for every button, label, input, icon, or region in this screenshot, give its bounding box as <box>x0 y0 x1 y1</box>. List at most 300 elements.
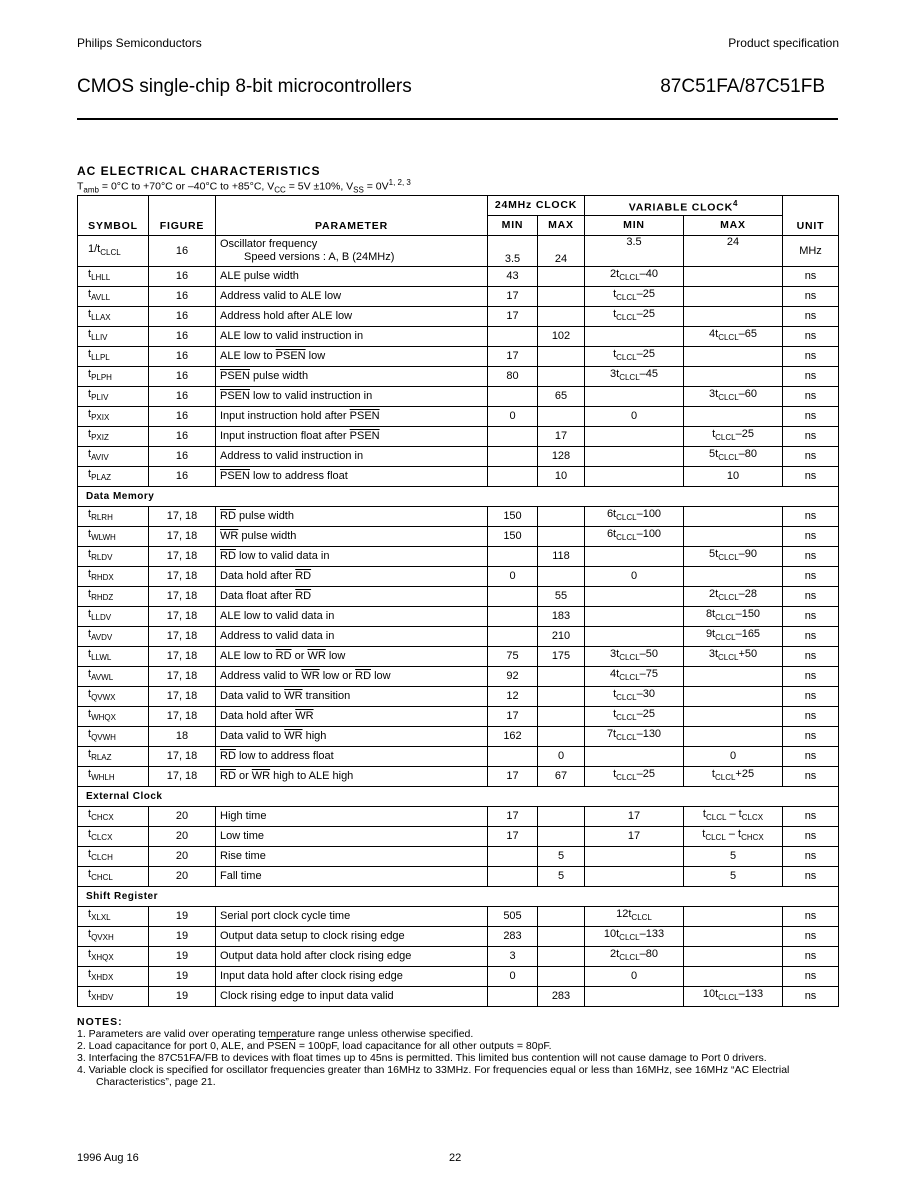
section-label: External Clock <box>78 787 839 807</box>
parameter-cell: Data hold after $\overline{WR}$ <box>216 707 488 727</box>
max-var-cell <box>684 947 783 967</box>
min-24-cell: 17 <box>488 807 538 827</box>
table-row <box>78 367 839 387</box>
unit-cell: ns <box>783 267 839 287</box>
table-row <box>78 987 839 1007</box>
min-var-cell: 3.5 <box>585 236 684 267</box>
parameter-cell: $\overline{RD}$ low to valid data in <box>216 547 488 567</box>
note-1: 1. Parameters are valid over operating temperature range unless otherwise specified. <box>77 1028 474 1040</box>
table-row <box>78 967 839 987</box>
min-24-cell: 12 <box>488 687 538 707</box>
parameter-cell: Address to valid instruction in <box>216 447 488 467</box>
col-min-var: MIN <box>585 216 684 236</box>
table-row <box>78 287 839 307</box>
max-var-cell <box>684 507 783 527</box>
table-row <box>78 267 839 287</box>
max-var-cell <box>684 727 783 747</box>
min-24-cell: 17 <box>488 347 538 367</box>
min-24-cell <box>488 387 538 407</box>
symbol-cell: $t_{LLAX}$ <box>78 307 149 327</box>
min-var-cell: $3t_{CLCL}-50$ <box>585 647 684 667</box>
unit-cell: ns <box>783 307 839 327</box>
unit-cell: ns <box>783 687 839 707</box>
min-var-cell: $12t_{CLCL}$ <box>585 907 684 927</box>
parameter-cell: Data valid to $\overline{WR}$ high <box>216 727 488 747</box>
symbol-cell: $t_{RHDZ}$ <box>78 587 149 607</box>
max-24-cell <box>538 967 585 987</box>
parameter-cell: Address valid to $\overline{WR}$ low or $\overline{RD}$ low <box>216 667 488 687</box>
max-var-cell <box>684 367 783 387</box>
parameter-cell: ALE pulse width <box>216 267 488 287</box>
figure-cell: 16 <box>149 327 216 347</box>
max-24-cell <box>538 267 585 287</box>
min-var-cell: $t_{CLCL}-25$ <box>585 767 684 787</box>
table-row-oscillator <box>78 236 839 267</box>
table-row <box>78 827 839 847</box>
max-var-cell: $3t_{CLCL}+50$ <box>684 647 783 667</box>
parameter-cell: Rise time <box>216 847 488 867</box>
parameter-cell: ALE low to $\overline{RD}$ or $\overline{WR}$ low <box>216 647 488 667</box>
parameter-cell: Oscillator frequency Speed versions : A, B (24MHz) <box>216 236 488 267</box>
symbol-cell: $t_{LLPL}$ <box>78 347 149 367</box>
min-var-cell <box>585 747 684 767</box>
symbol-cell: $t_{PLAZ}$ <box>78 467 149 487</box>
min-24-cell: 80 <box>488 367 538 387</box>
table-row <box>78 427 839 447</box>
unit-cell: ns <box>783 447 839 467</box>
symbol-cell: $t_{CLCX}$ <box>78 827 149 847</box>
unit-cell: ns <box>783 967 839 987</box>
table-row <box>78 447 839 467</box>
max-var-cell <box>684 407 783 427</box>
max-24-cell <box>538 567 585 587</box>
unit-cell: ns <box>783 647 839 667</box>
table-row <box>78 547 839 567</box>
min-var-cell: $t_{CLCL}-25$ <box>585 707 684 727</box>
unit-cell: ns <box>783 867 839 887</box>
min-var-cell <box>585 987 684 1007</box>
min-24-cell: 17 <box>488 287 538 307</box>
symbol-cell: $t_{AVIV}$ <box>78 447 149 467</box>
parameter-cell: PSEN low to valid instruction in <box>216 387 488 407</box>
unit-cell: MHz <box>783 236 839 267</box>
figure-cell: 16 <box>149 287 216 307</box>
min-var-cell: $t_{CLCL}-25$ <box>585 347 684 367</box>
symbol-cell: $t_{QVWH}$ <box>78 727 149 747</box>
unit-cell: ns <box>783 947 839 967</box>
max-var-cell: $t_{CLCL}-25$ <box>684 427 783 447</box>
unit-cell: ns <box>783 507 839 527</box>
max-var-cell: $5t_{CLCL}-80$ <box>684 447 783 467</box>
unit-cell: ns <box>783 987 839 1007</box>
table-row <box>78 747 839 767</box>
max-var-cell <box>684 527 783 547</box>
max-var-cell: $t_{CLCL} - t_{CHCX}$ <box>684 827 783 847</box>
unit-cell: ns <box>783 567 839 587</box>
max-24-cell <box>538 287 585 307</box>
min-24-cell <box>488 587 538 607</box>
max-24-cell <box>538 687 585 707</box>
col-group-24mhz: 24MHz CLOCK <box>488 196 585 216</box>
min-24-cell: 17 <box>488 767 538 787</box>
min-var-cell <box>585 607 684 627</box>
table-row <box>78 327 839 347</box>
min-24-cell <box>488 627 538 647</box>
col-max-24: MAX <box>538 216 585 236</box>
max-var-cell: $t_{CLCL}+25$ <box>684 767 783 787</box>
min-var-cell: 0 <box>585 407 684 427</box>
min-var-cell: 0 <box>585 967 684 987</box>
max-24-cell <box>538 907 585 927</box>
table-row <box>78 627 839 647</box>
symbol-cell: $t_{PXIZ}$ <box>78 427 149 447</box>
max-24-cell: 175 <box>538 647 585 667</box>
max-var-cell <box>684 287 783 307</box>
min-var-cell <box>585 467 684 487</box>
table-section-row <box>78 487 839 507</box>
unit-cell: ns <box>783 707 839 727</box>
col-min-24: MIN <box>488 216 538 236</box>
min-var-cell: $3t_{CLCL}-45$ <box>585 367 684 387</box>
symbol-cell: $t_{WHQX}$ <box>78 707 149 727</box>
min-24-cell: 162 <box>488 727 538 747</box>
min-24-cell: 0 <box>488 567 538 587</box>
figure-cell: 16 <box>149 467 216 487</box>
min-24-cell <box>488 427 538 447</box>
max-var-cell <box>684 347 783 367</box>
table-row <box>78 527 839 547</box>
header-doc-type: Product specification <box>728 36 839 50</box>
symbol-cell: $t_{QVWX}$ <box>78 687 149 707</box>
min-24-cell <box>488 467 538 487</box>
min-24-cell <box>488 547 538 567</box>
table-row <box>78 727 839 747</box>
min-24-cell <box>488 447 538 467</box>
table-row <box>78 307 839 327</box>
max-var-cell: $2t_{CLCL}-28$ <box>684 587 783 607</box>
parameter-cell: $\overline{RD}$ or $\overline{WR}$ high to ALE high <box>216 767 488 787</box>
table-row <box>78 907 839 927</box>
max-24-cell: 67 <box>538 767 585 787</box>
min-var-cell: 17 <box>585 807 684 827</box>
unit-cell: ns <box>783 627 839 647</box>
max-24-cell <box>538 667 585 687</box>
max-var-cell: 10 <box>684 467 783 487</box>
min-var-cell <box>585 627 684 647</box>
min-var-cell <box>585 867 684 887</box>
section-label: Data Memory <box>78 487 839 507</box>
min-var-cell: $7t_{CLCL}-130$ <box>585 727 684 747</box>
unit-cell: ns <box>783 407 839 427</box>
max-24-cell <box>538 727 585 747</box>
max-var-cell: $9t_{CLCL}-165$ <box>684 627 783 647</box>
unit-cell: ns <box>783 847 839 867</box>
symbol-cell: $t_{XHDV}$ <box>78 987 149 1007</box>
figure-cell: 19 <box>149 927 216 947</box>
parameter-cell: PSEN low to address float <box>216 467 488 487</box>
table-row <box>78 647 839 667</box>
col-symbol: SYMBOL <box>78 196 149 236</box>
min-24-cell: 0 <box>488 967 538 987</box>
min-24-cell: 3 <box>488 947 538 967</box>
parameter-cell: Data valid to $\overline{WR}$ transition <box>216 687 488 707</box>
max-var-cell <box>684 707 783 727</box>
min-var-cell: $t_{CLCL}-25$ <box>585 307 684 327</box>
figure-cell: 20 <box>149 827 216 847</box>
min-24-cell: 3.5 <box>488 236 538 267</box>
table-row <box>78 847 839 867</box>
figure-cell: 19 <box>149 947 216 967</box>
figure-cell: 17, 18 <box>149 667 216 687</box>
figure-cell: 19 <box>149 967 216 987</box>
min-24-cell: 17 <box>488 827 538 847</box>
figure-cell: 19 <box>149 987 216 1007</box>
parameter-cell: Clock rising edge to input data valid <box>216 987 488 1007</box>
min-24-cell <box>488 867 538 887</box>
figure-cell: 17, 18 <box>149 687 216 707</box>
max-24-cell <box>538 307 585 327</box>
table-row <box>78 607 839 627</box>
min-var-cell: $t_{CLCL}-25$ <box>585 287 684 307</box>
min-var-cell: $10t_{CLCL}-133$ <box>585 927 684 947</box>
min-24-cell: 505 <box>488 907 538 927</box>
figure-cell: 20 <box>149 847 216 867</box>
max-24-cell: 128 <box>538 447 585 467</box>
max-24-cell <box>538 347 585 367</box>
min-24-cell: 283 <box>488 927 538 947</box>
figure-cell: 16 <box>149 267 216 287</box>
max-24-cell: 5 <box>538 847 585 867</box>
max-24-cell <box>538 527 585 547</box>
max-var-cell: $8t_{CLCL}-150$ <box>684 607 783 627</box>
notes-heading: NOTES: <box>77 1016 123 1028</box>
parameter-cell: ALE low to valid instruction in <box>216 327 488 347</box>
max-24-cell: 17 <box>538 427 585 447</box>
figure-cell: 17, 18 <box>149 587 216 607</box>
min-24-cell <box>488 327 538 347</box>
unit-cell: ns <box>783 347 839 367</box>
table-row <box>78 687 839 707</box>
unit-cell: ns <box>783 387 839 407</box>
max-24-cell <box>538 507 585 527</box>
figure-cell: 17, 18 <box>149 767 216 787</box>
parameter-cell: Input instruction float after PSEN <box>216 427 488 447</box>
table-row <box>78 927 839 947</box>
min-24-cell: 43 <box>488 267 538 287</box>
max-var-cell <box>684 667 783 687</box>
symbol-cell: $t_{CHCX}$ <box>78 807 149 827</box>
table-row <box>78 587 839 607</box>
parameter-cell: $\overline{RD}$ pulse width <box>216 507 488 527</box>
symbol-cell: $t_{PLPH}$ <box>78 367 149 387</box>
symbol-cell: $t_{RLDV}$ <box>78 547 149 567</box>
min-24-cell: 17 <box>488 707 538 727</box>
figure-cell: 17, 18 <box>149 547 216 567</box>
parameter-cell: Input data hold after clock rising edge <box>216 967 488 987</box>
max-24-cell: 102 <box>538 327 585 347</box>
figure-cell: 17, 18 <box>149 607 216 627</box>
figure-cell: 16 <box>149 307 216 327</box>
min-var-cell: $6t_{CLCL}-100$ <box>585 507 684 527</box>
min-var-cell <box>585 387 684 407</box>
figure-cell: 17, 18 <box>149 647 216 667</box>
parameter-cell: ALE low to valid data in <box>216 607 488 627</box>
min-24-cell <box>488 847 538 867</box>
unit-cell: ns <box>783 667 839 687</box>
symbol-cell: $t_{QVXH}$ <box>78 927 149 947</box>
min-var-cell <box>585 587 684 607</box>
max-var-cell: 24 <box>684 236 783 267</box>
parameter-cell: ALE low to PSEN low <box>216 347 488 367</box>
header-company: Philips Semiconductors <box>77 36 202 50</box>
note-3: 3. Interfacing the 87C51FA/FB to devices with float times up to 45ns is permitted. This limited bus contention will not cause damage to Port 0 drivers. <box>77 1052 767 1064</box>
min-24-cell: 92 <box>488 667 538 687</box>
min-var-cell: $t_{CLCL}-30$ <box>585 687 684 707</box>
symbol-cell: $t_{LLIV}$ <box>78 327 149 347</box>
table-row <box>78 947 839 967</box>
unit-cell: ns <box>783 767 839 787</box>
figure-cell: 17, 18 <box>149 747 216 767</box>
max-var-cell: $3t_{CLCL}-60$ <box>684 387 783 407</box>
table-row <box>78 707 839 727</box>
table-header-row-1 <box>78 196 839 216</box>
symbol-cell: $t_{LHLL}$ <box>78 267 149 287</box>
table-row <box>78 507 839 527</box>
unit-cell: ns <box>783 587 839 607</box>
unit-cell: ns <box>783 927 839 947</box>
parameter-cell: Fall time <box>216 867 488 887</box>
unit-cell: ns <box>783 747 839 767</box>
max-24-cell <box>538 947 585 967</box>
unit-cell: ns <box>783 727 839 747</box>
table-row <box>78 467 839 487</box>
unit-cell: ns <box>783 367 839 387</box>
parameter-cell: Input instruction hold after PSEN <box>216 407 488 427</box>
unit-cell: ns <box>783 607 839 627</box>
min-var-cell <box>585 547 684 567</box>
min-24-cell <box>488 747 538 767</box>
min-24-cell: 150 <box>488 527 538 547</box>
symbol-cell: $t_{CLCH}$ <box>78 847 149 867</box>
min-24-cell <box>488 987 538 1007</box>
max-var-cell: $5t_{CLCL}-90$ <box>684 547 783 567</box>
parameter-cell: Output data setup to clock rising edge <box>216 927 488 947</box>
part-number: 87C51FA/87C51FB <box>660 76 825 97</box>
symbol-cell: $1/t_{CLCL}$ <box>78 236 149 267</box>
unit-cell: ns <box>783 287 839 307</box>
symbol-cell: $t_{LLWL}$ <box>78 647 149 667</box>
max-var-cell <box>684 567 783 587</box>
max-var-cell: 5 <box>684 847 783 867</box>
col-unit: UNIT <box>783 196 839 236</box>
parameter-cell: Address to valid data in <box>216 627 488 647</box>
unit-cell: ns <box>783 327 839 347</box>
max-24-cell: 65 <box>538 387 585 407</box>
parameter-cell: Address valid to ALE low <box>216 287 488 307</box>
min-var-cell: $2t_{CLCL}-40$ <box>585 267 684 287</box>
col-figure: FIGURE <box>149 196 216 236</box>
test-conditions: $T_{amb} = 0^\circ C$ to +70°C or –40°C to +85°C, $V_{CC} = 5V \pm 10\%$, $V_{SS} = 0V^{1, 2, 3}$ <box>77 178 411 195</box>
max-24-cell <box>538 807 585 827</box>
min-var-cell: 17 <box>585 827 684 847</box>
max-24-cell: 210 <box>538 627 585 647</box>
note-2: 2. Load capacitance for port 0, ALE, and PSEN = 100pF, load capacitance for all other outputs = 80pF. <box>77 1040 552 1052</box>
col-parameter: PARAMETER <box>216 196 488 236</box>
table-row <box>78 387 839 407</box>
unit-cell: ns <box>783 827 839 847</box>
unit-cell: ns <box>783 547 839 567</box>
max-var-cell <box>684 907 783 927</box>
parameter-cell: Low time <box>216 827 488 847</box>
table-row <box>78 347 839 367</box>
ac-characteristics-table <box>77 195 839 1007</box>
table-section-row <box>78 887 839 907</box>
table-row <box>78 567 839 587</box>
max-24-cell: 10 <box>538 467 585 487</box>
max-var-cell <box>684 967 783 987</box>
parameter-cell: Data float after $\overline{RD}$ <box>216 587 488 607</box>
figure-cell: 16 <box>149 347 216 367</box>
symbol-cell: $t_{WLWH}$ <box>78 527 149 547</box>
max-24-cell <box>538 367 585 387</box>
table-row <box>78 767 839 787</box>
min-var-cell: $6t_{CLCL}-100$ <box>585 527 684 547</box>
figure-cell: 17, 18 <box>149 567 216 587</box>
col-group-variable: VARIABLE CLOCK$^4$ <box>585 196 783 216</box>
min-var-cell: 0 <box>585 567 684 587</box>
parameter-cell: Data hold after $\overline{RD}$ <box>216 567 488 587</box>
max-var-cell: $4t_{CLCL}-65$ <box>684 327 783 347</box>
symbol-cell: $t_{CHCL}$ <box>78 867 149 887</box>
max-24-cell <box>538 827 585 847</box>
parameter-cell: Serial port clock cycle time <box>216 907 488 927</box>
figure-cell: 16 <box>149 387 216 407</box>
figure-cell: 16 <box>149 407 216 427</box>
max-var-cell <box>684 927 783 947</box>
symbol-cell: $t_{AVDV}$ <box>78 627 149 647</box>
symbol-cell: $t_{XLXL}$ <box>78 907 149 927</box>
symbol-cell: $t_{AVWL}$ <box>78 667 149 687</box>
max-24-cell: 118 <box>538 547 585 567</box>
parameter-cell: Output data hold after clock rising edge <box>216 947 488 967</box>
max-24-cell: 5 <box>538 867 585 887</box>
symbol-cell: $t_{XHQX}$ <box>78 947 149 967</box>
table-row <box>78 807 839 827</box>
document-title: CMOS single-chip 8-bit microcontrollers <box>77 76 412 97</box>
unit-cell: ns <box>783 467 839 487</box>
parameter-cell: $\overline{RD}$ low to address float <box>216 747 488 767</box>
section-label: Shift Register <box>78 887 839 907</box>
min-24-cell: 75 <box>488 647 538 667</box>
symbol-cell: $t_{PXIX}$ <box>78 407 149 427</box>
figure-cell: 17, 18 <box>149 507 216 527</box>
min-24-cell: 0 <box>488 407 538 427</box>
section-title: AC ELECTRICAL CHARACTERISTICS <box>77 164 321 178</box>
symbol-cell: $t_{WHLH}$ <box>78 767 149 787</box>
min-var-cell: $2t_{CLCL}-80$ <box>585 947 684 967</box>
figure-cell: 18 <box>149 727 216 747</box>
parameter-cell: PSEN pulse width <box>216 367 488 387</box>
figure-cell: 19 <box>149 907 216 927</box>
max-var-cell <box>684 307 783 327</box>
max-24-cell <box>538 927 585 947</box>
max-24-cell: 55 <box>538 587 585 607</box>
max-24-cell <box>538 707 585 727</box>
figure-cell: 20 <box>149 807 216 827</box>
figure-cell: 17, 18 <box>149 707 216 727</box>
notes <box>77 1016 847 1088</box>
min-24-cell: 17 <box>488 307 538 327</box>
